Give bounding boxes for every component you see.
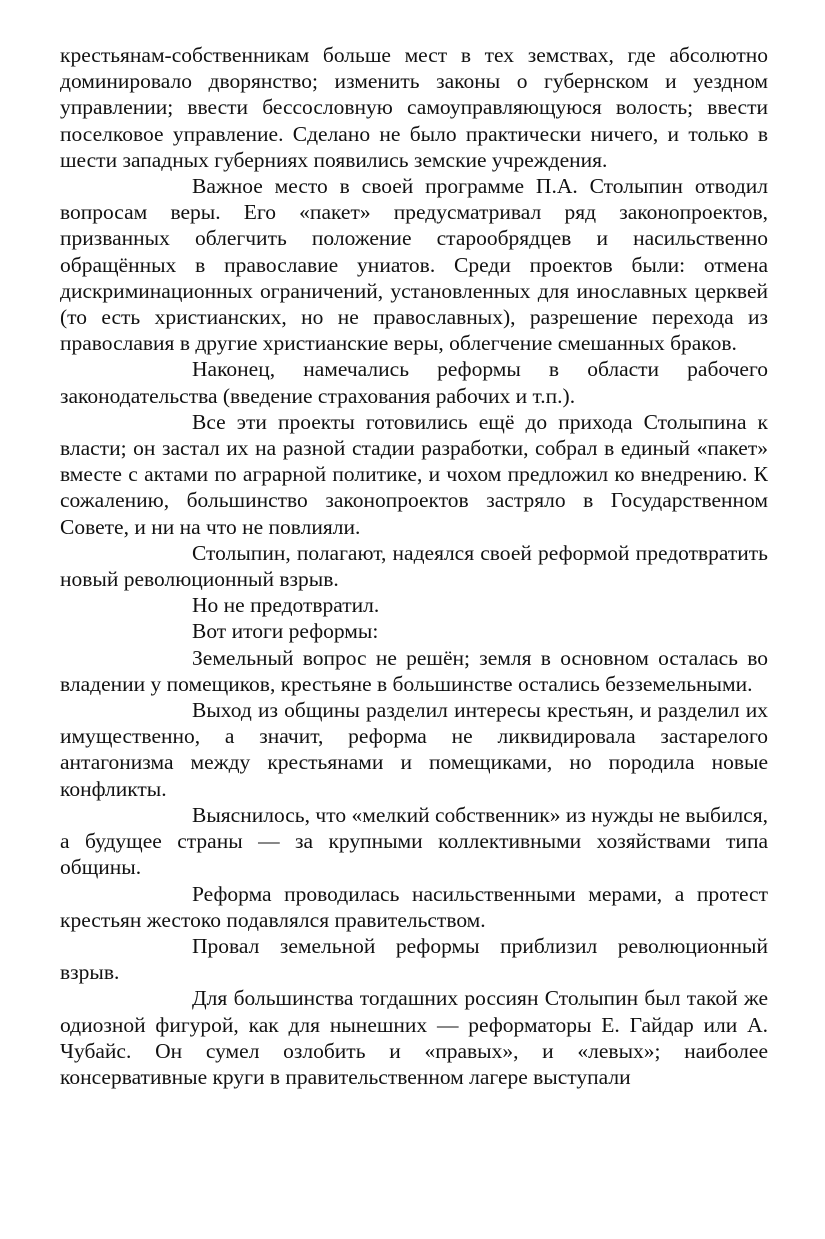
paragraph: Земельный вопрос не решён; земля в основном осталась во владении у помещиков, крестьяне в большинстве остались безземельными.: [60, 645, 768, 696]
paragraph: Столыпин, полагают, надеялся своей реформой предотвратить новый революционный взрыв.: [60, 540, 768, 592]
paragraph: Выяснилось, что «мелкий собственник» из нужды не выбился, а будущее страны — за крупными коллективными хозяйствами типа общины.: [60, 802, 768, 880]
paragraph: Но не предотвратил.: [192, 593, 380, 618]
paragraph: Вот итоги реформы:: [192, 619, 379, 644]
paragraph: Выход из общины разделил интересы крестьян, и разделил их имущественно, а значит, реформа не ликвидировала застарелого антагонизма между крестьянами и помещиками, но породила новые конфликты.: [60, 698, 768, 801]
paragraph: Все эти проекты готовились ещё до прихода Столыпина к власти; он застал их на разной стадии разработки, собрал в единый «пакет» вместе с актами по аграрной политике, и чохом предложил ко внедрению. К сожалению, большинство законопроектов застряло в Государственном Совете, и ни на что не повлияли.: [60, 409, 768, 539]
document-page: [60, 42, 768, 1090]
paragraph: Важное место в своей программе П.А. Столыпин отводил вопросам веры. Его «пакет» предусматривал ряд законопроектов, призванных облегчить положение старообрядцев и насильственно обращённых в православие униатов. Среди проектов были: отмена дискриминационных ограничений, установленных для инославных церквей (то есть христианских, но не православных), разрешение перехода из православия в другие христианские веры, облегчение смешанных браков.: [60, 174, 768, 356]
paragraph: Для большинства тогдашних россиян Столыпин был такой же одиозной фигурой, как для нынешних — реформаторы Е. Гайдар или А. Чубайс. Он сумел озлобить и «правых», и «левых»; наиболее консервативные круги в правительственном лагере выступали: [60, 986, 768, 1089]
paragraph: крестьянам-собственникам больше мест в тех земствах, где абсолютно доминировало дворянство; изменить законы о губернском и уездном управлении; ввести бессословную самоуправляющуюся волость; ввести поселковое управление. Сделано не было практически ничего, и только в шести западных губерниях появились земские учреждения.: [60, 43, 768, 172]
paragraph: Наконец, намечались реформы в области рабочего законодательства (введение страхования рабочих и т.п.).: [60, 357, 768, 408]
paragraph: Реформа проводилась насильственными мерами, а протест крестьян жестоко подавлялся правительством.: [60, 881, 768, 932]
paragraph: Провал земельной реформы приблизил революционный взрыв.: [60, 933, 768, 985]
